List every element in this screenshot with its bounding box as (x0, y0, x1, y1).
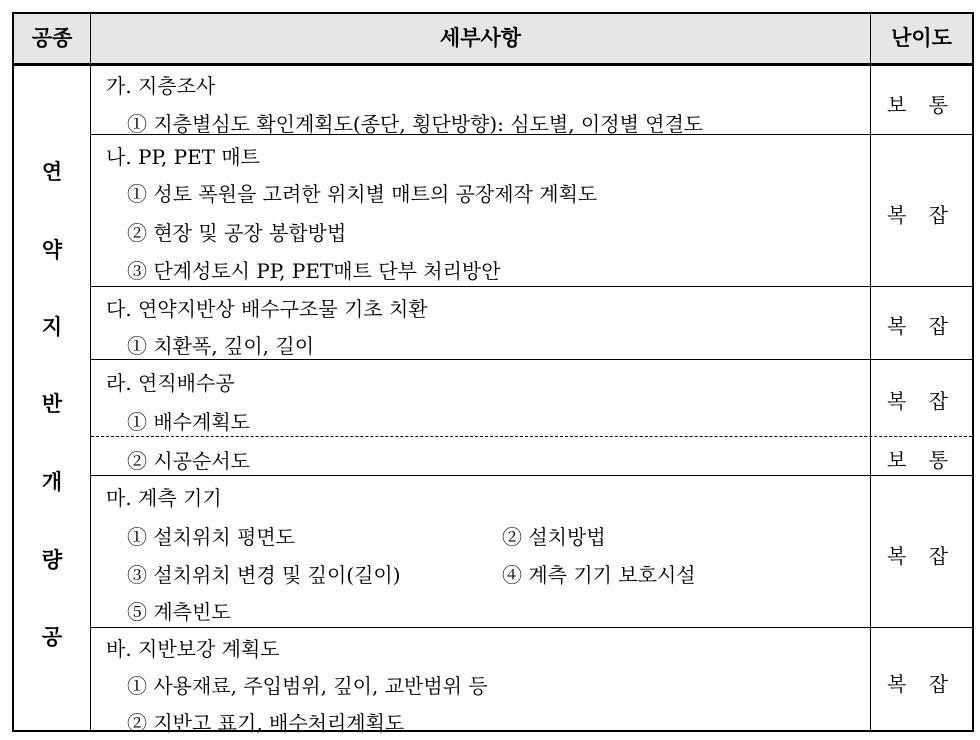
row-divider-dashed (91, 436, 972, 437)
section-item: ③ 단계성토시 PP, PET매트 단부 처리방안 (127, 259, 501, 283)
column-divider (870, 14, 871, 730)
section-title: 라. 연직배수공 (106, 371, 235, 395)
section-title: 바. 지반보강 계획도 (106, 637, 280, 661)
difficulty-value: 복 잡 (887, 389, 956, 413)
row-divider (91, 627, 972, 628)
column-divider (90, 14, 91, 730)
section-item: ① 사용재료, 주입범위, 깊이, 교반범위 등 (127, 674, 488, 698)
section-item: ③ 설치위치 변경 및 깊이(길이) (127, 563, 401, 587)
table-header (14, 14, 972, 65)
section-item: ② 현장 및 공장 봉합방법 (127, 221, 347, 245)
section-item: ① 성토 폭원을 고려한 위치별 매트의 공장제작 계획도 (127, 182, 598, 206)
spec-table (12, 12, 974, 735)
category-char: 반 (41, 392, 63, 416)
section-item: ① 지층별심도 확인계획도(종단, 횡단방향): 심도별, 이정별 연결도 (127, 112, 704, 136)
category-char: 량 (41, 548, 63, 572)
difficulty-value: 복 잡 (887, 544, 956, 568)
category-char: 연 (41, 160, 63, 184)
difficulty-value: 보 통 (887, 93, 956, 117)
section-title: 가. 지층조사 (106, 74, 216, 98)
section-item: ② 설치방법 (502, 525, 606, 549)
header-details: 세부사항 (439, 26, 522, 50)
section-item: ② 시공순서도 (127, 449, 250, 473)
header-difficulty: 난이도 (891, 26, 952, 50)
difficulty-value: 보 통 (887, 448, 956, 472)
difficulty-value: 복 잡 (887, 672, 956, 696)
section-item: ① 배수계획도 (127, 410, 250, 434)
row-divider (91, 359, 972, 360)
difficulty-value: 복 잡 (887, 314, 956, 338)
category-char: 약 (41, 238, 63, 262)
difficulty-value: 복 잡 (887, 203, 956, 227)
category-char: 지 (41, 315, 63, 339)
row-divider (91, 475, 972, 476)
category-char: 공 (41, 625, 63, 649)
section-title: 다. 연약지반상 배수구조물 기초 치환 (106, 297, 428, 321)
header-category: 공종 (31, 26, 73, 50)
section-item: ⑤ 계측빈도 (127, 600, 231, 624)
section-title: 나. PP, PET 매트 (106, 145, 261, 169)
section-item: ① 설치위치 평면도 (127, 525, 295, 549)
section-item: ② 지반고 표기, 배수처리계획도 (127, 711, 405, 735)
section-item: ④ 계측 기기 보호시설 (502, 563, 696, 587)
header-double-rule (14, 65, 972, 66)
category-char: 개 (41, 470, 63, 494)
row-divider (91, 286, 972, 287)
section-title: 마. 계측 기기 (106, 486, 222, 510)
section-item: ① 치환폭, 깊이, 길이 (127, 334, 315, 358)
